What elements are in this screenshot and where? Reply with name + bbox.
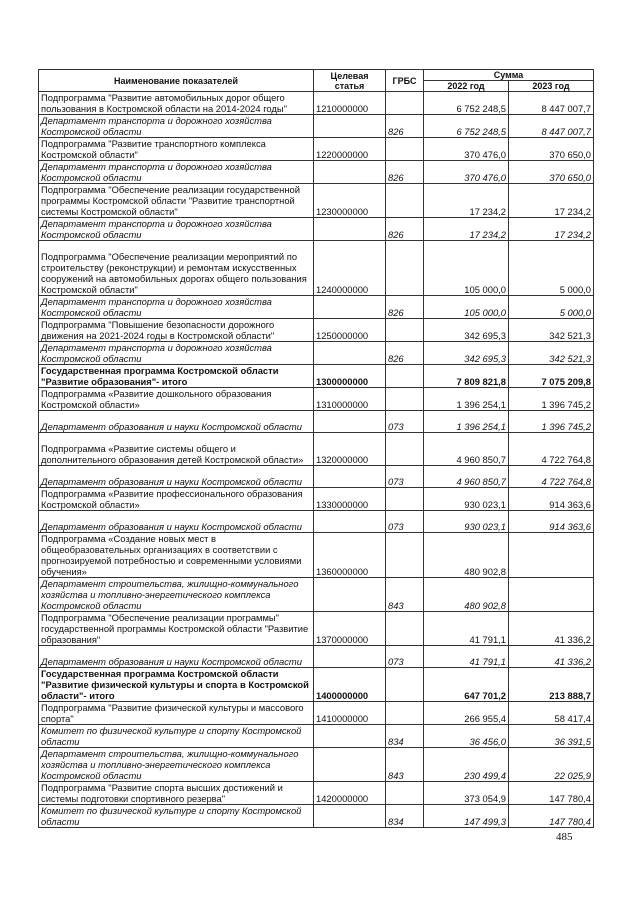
cell-sum-2022: 41 791,1 (424, 612, 509, 646)
cell-sum-2023: 41 336,2 (509, 646, 594, 668)
cell-sum-2023 (509, 578, 594, 612)
cell-target-article: 1300000000 (314, 365, 386, 388)
cell-sum-2022: 4 960 850,7 (424, 433, 509, 466)
cell-target-article: 1240000000 (314, 241, 386, 296)
cell-name: Подпрограмма «Развитие дошкольного образования Костромской области» (39, 388, 314, 411)
cell-target-article: 1320000000 (314, 433, 386, 466)
cell-grbs (386, 488, 424, 511)
cell-sum-2022: 17 234,2 (424, 218, 509, 241)
department-row (39, 342, 594, 365)
cell-grbs (386, 184, 424, 218)
budget-table (38, 69, 594, 828)
cell-sum-2022: 370 476,0 (424, 138, 509, 161)
subprogram-row (39, 138, 594, 161)
cell-target-article (314, 296, 386, 319)
cell-name: Департамент транспорта и дорожного хозяйства Костромской области (39, 161, 314, 184)
cell-sum-2022: 1 396 254,1 (424, 411, 509, 433)
cell-name: Департамент транспорта и дорожного хозяйства Костромской области (39, 218, 314, 241)
cell-target-article (314, 748, 386, 782)
subprogram-row (39, 433, 594, 466)
department-row (39, 578, 594, 612)
department-row (39, 411, 594, 433)
cell-grbs: 826 (386, 161, 424, 184)
cell-target-article: 1370000000 (314, 612, 386, 646)
cell-target-article (314, 805, 386, 828)
cell-sum-2023: 147 780,4 (509, 782, 594, 805)
cell-target-article (314, 342, 386, 365)
cell-sum-2023: 7 075 209,8 (509, 365, 594, 388)
program-total-row (39, 365, 594, 388)
cell-sum-2023: 22 025,9 (509, 748, 594, 782)
cell-grbs: 843 (386, 748, 424, 782)
subprogram-row (39, 612, 594, 646)
cell-grbs (386, 702, 424, 725)
cell-sum-2022: 7 809 821,8 (424, 365, 509, 388)
cell-grbs: 826 (386, 218, 424, 241)
cell-target-article (314, 511, 386, 533)
cell-target-article (314, 725, 386, 748)
cell-sum-2023: 41 336,2 (509, 612, 594, 646)
cell-grbs (386, 241, 424, 296)
cell-name: Подпрограмма "Обеспечение реализации государственной программы Костромской области "Развитие транспортной системы Костромской области" (39, 184, 314, 218)
cell-target-article (314, 218, 386, 241)
cell-target-article (314, 411, 386, 433)
cell-sum-2022: 105 000,0 (424, 241, 509, 296)
cell-sum-2023: 5 000,0 (509, 241, 594, 296)
cell-grbs: 834 (386, 725, 424, 748)
cell-grbs (386, 365, 424, 388)
cell-sum-2022: 930 023,1 (424, 511, 509, 533)
cell-sum-2022: 480 902,8 (424, 533, 509, 578)
cell-name: Департамент образования и науки Костромской области (39, 466, 314, 488)
cell-name: Подпрограмма "Развитие физической культуры и массового спорта" (39, 702, 314, 725)
cell-name: Комитет по физической культуре и спорту Костромской области (39, 805, 314, 828)
cell-grbs (386, 612, 424, 646)
cell-sum-2023 (509, 533, 594, 578)
cell-sum-2023: 342 521,3 (509, 319, 594, 342)
cell-sum-2023: 1 396 745,2 (509, 388, 594, 411)
subprogram-row (39, 488, 594, 511)
cell-name: Департамент транспорта и дорожного хозяйства Костромской области (39, 115, 314, 138)
cell-sum-2023: 8 447 007,7 (509, 92, 594, 115)
department-row (39, 511, 594, 533)
cell-sum-2022: 6 752 248,5 (424, 92, 509, 115)
cell-grbs (386, 533, 424, 578)
page-number: 485 (556, 831, 573, 843)
cell-sum-2022: 342 695,3 (424, 319, 509, 342)
cell-grbs: 073 (386, 646, 424, 668)
cell-name: Подпрограмма "Обеспечение реализации программы" государственной программы Костромской области "Развитие образования" (39, 612, 314, 646)
cell-target-article (314, 578, 386, 612)
cell-grbs: 073 (386, 466, 424, 488)
cell-name: Подпрограмма «Создание новых мест в общеобразовательных организациях в соответствии с прогнозируемой потребностью и современными условиями обучения» (39, 533, 314, 578)
cell-grbs (386, 92, 424, 115)
cell-sum-2023: 36 391,5 (509, 725, 594, 748)
program-total-row (39, 668, 594, 702)
cell-sum-2022: 342 695,3 (424, 342, 509, 365)
subprogram-row (39, 782, 594, 805)
cell-sum-2022: 36 456,0 (424, 725, 509, 748)
cell-target-article: 1220000000 (314, 138, 386, 161)
cell-name: Подпрограмма "Развитие транспортного комплекса Костромской области" (39, 138, 314, 161)
department-row (39, 115, 594, 138)
cell-sum-2022: 230 499,4 (424, 748, 509, 782)
cell-sum-2023: 17 234,2 (509, 218, 594, 241)
cell-sum-2023: 147 780,4 (509, 805, 594, 828)
department-row (39, 748, 594, 782)
cell-name: Государственная программа Костромской области "Развитие физической культуры и спорта в Костромской области"- итого (39, 668, 314, 702)
cell-target-article (314, 115, 386, 138)
budget-table-body (39, 92, 594, 828)
cell-name: Департамент образования и науки Костромской области (39, 646, 314, 668)
subprogram-row (39, 184, 594, 218)
cell-sum-2023: 914 363,6 (509, 488, 594, 511)
cell-target-article: 1360000000 (314, 533, 386, 578)
cell-target-article: 1250000000 (314, 319, 386, 342)
header-year-2023: 2023 год (509, 81, 594, 92)
header-name: Наименование показателей (39, 70, 314, 92)
cell-sum-2022: 17 234,2 (424, 184, 509, 218)
cell-grbs (386, 433, 424, 466)
cell-grbs: 073 (386, 411, 424, 433)
subprogram-row (39, 533, 594, 578)
cell-sum-2023: 370 650,0 (509, 161, 594, 184)
cell-grbs (386, 782, 424, 805)
cell-sum-2022: 373 054,9 (424, 782, 509, 805)
department-row (39, 296, 594, 319)
header-grbs: ГРБС (386, 70, 424, 92)
cell-sum-2022: 1 396 254,1 (424, 388, 509, 411)
cell-sum-2023: 17 234,2 (509, 184, 594, 218)
cell-target-article (314, 161, 386, 184)
cell-name: Департамент строительства, жилищно-коммунального хозяйства и топливно-энергетического комплекса Костромской области (39, 578, 314, 612)
cell-target-article: 1330000000 (314, 488, 386, 511)
cell-target-article: 1400000000 (314, 668, 386, 702)
cell-sum-2023: 8 447 007,7 (509, 115, 594, 138)
cell-name: Департамент транспорта и дорожного хозяйства Костромской области (39, 342, 314, 365)
cell-sum-2022: 41 791,1 (424, 646, 509, 668)
subprogram-row (39, 702, 594, 725)
cell-sum-2022: 6 752 248,5 (424, 115, 509, 138)
cell-grbs: 843 (386, 578, 424, 612)
cell-grbs: 834 (386, 805, 424, 828)
cell-name: Подпрограмма «Развитие профессионального образования Костромской области» (39, 488, 314, 511)
department-row (39, 218, 594, 241)
cell-grbs: 826 (386, 342, 424, 365)
cell-target-article: 1420000000 (314, 782, 386, 805)
cell-target-article: 1210000000 (314, 92, 386, 115)
cell-sum-2023: 1 396 745,2 (509, 411, 594, 433)
cell-sum-2022: 647 701,2 (424, 668, 509, 702)
cell-sum-2023: 58 417,4 (509, 702, 594, 725)
subprogram-row (39, 319, 594, 342)
cell-grbs: 826 (386, 115, 424, 138)
cell-grbs (386, 319, 424, 342)
cell-sum-2023: 5 000,0 (509, 296, 594, 319)
cell-sum-2023: 213 888,7 (509, 668, 594, 702)
cell-name: Департамент транспорта и дорожного хозяйства Костромской области (39, 296, 314, 319)
cell-name: Комитет по физической культуре и спорту Костромской области (39, 725, 314, 748)
cell-target-article: 1410000000 (314, 702, 386, 725)
cell-target-article (314, 466, 386, 488)
cell-name: Департамент образования и науки Костромской области (39, 411, 314, 433)
cell-grbs (386, 138, 424, 161)
department-row (39, 805, 594, 828)
cell-grbs: 073 (386, 511, 424, 533)
cell-sum-2023: 914 363,6 (509, 511, 594, 533)
cell-grbs (386, 388, 424, 411)
subprogram-row (39, 241, 594, 296)
header-year-2022: 2022 год (424, 81, 509, 92)
cell-name: Подпрограмма "Развитие спорта высших достижений и системы подготовки спортивного резерва" (39, 782, 314, 805)
cell-sum-2023: 4 722 764,8 (509, 433, 594, 466)
cell-name: Подпрограмма «Развитие системы общего и дополнительного образования детей Костромской области» (39, 433, 314, 466)
cell-name: Подпрограмма "Обеспечение реализации мероприятий по строительству (реконструкции) и ремонтам искусственных сооружений на автомобильных дорогах общего пользования Костромской области" (39, 241, 314, 296)
cell-sum-2022: 147 499,3 (424, 805, 509, 828)
cell-target-article (314, 646, 386, 668)
cell-target-article: 1310000000 (314, 388, 386, 411)
cell-grbs: 826 (386, 296, 424, 319)
cell-name: Департамент строительства, жилищно-коммунального хозяйства и топливно-энергетического комплекса Костромской области (39, 748, 314, 782)
cell-sum-2022: 105 000,0 (424, 296, 509, 319)
cell-sum-2022: 930 023,1 (424, 488, 509, 511)
cell-target-article: 1230000000 (314, 184, 386, 218)
department-row (39, 161, 594, 184)
header-sum: Сумма (424, 70, 594, 81)
header-target-article: Целевая статья (314, 70, 386, 92)
cell-sum-2022: 4 960 850,7 (424, 466, 509, 488)
cell-sum-2022: 266 955,4 (424, 702, 509, 725)
department-row (39, 646, 594, 668)
department-row (39, 725, 594, 748)
cell-name: Департамент образования и науки Костромской области (39, 511, 314, 533)
cell-sum-2022: 480 902,8 (424, 578, 509, 612)
cell-sum-2022: 370 476,0 (424, 161, 509, 184)
cell-name: Подпрограмма "Повышение безопасности дорожного движения на 2021-2024 годы в Костромской области" (39, 319, 314, 342)
department-row (39, 466, 594, 488)
cell-sum-2023: 342 521,3 (509, 342, 594, 365)
cell-sum-2023: 370 650,0 (509, 138, 594, 161)
cell-name: Государственная программа Костромской области "Развитие образования"- итого (39, 365, 314, 388)
subprogram-row (39, 388, 594, 411)
cell-grbs (386, 668, 424, 702)
cell-name: Подпрограмма "Развитие автомобильных дорог общего пользования в Костромской области на 2014-2024 годы" (39, 92, 314, 115)
cell-sum-2023: 4 722 764,8 (509, 466, 594, 488)
subprogram-row (39, 92, 594, 115)
